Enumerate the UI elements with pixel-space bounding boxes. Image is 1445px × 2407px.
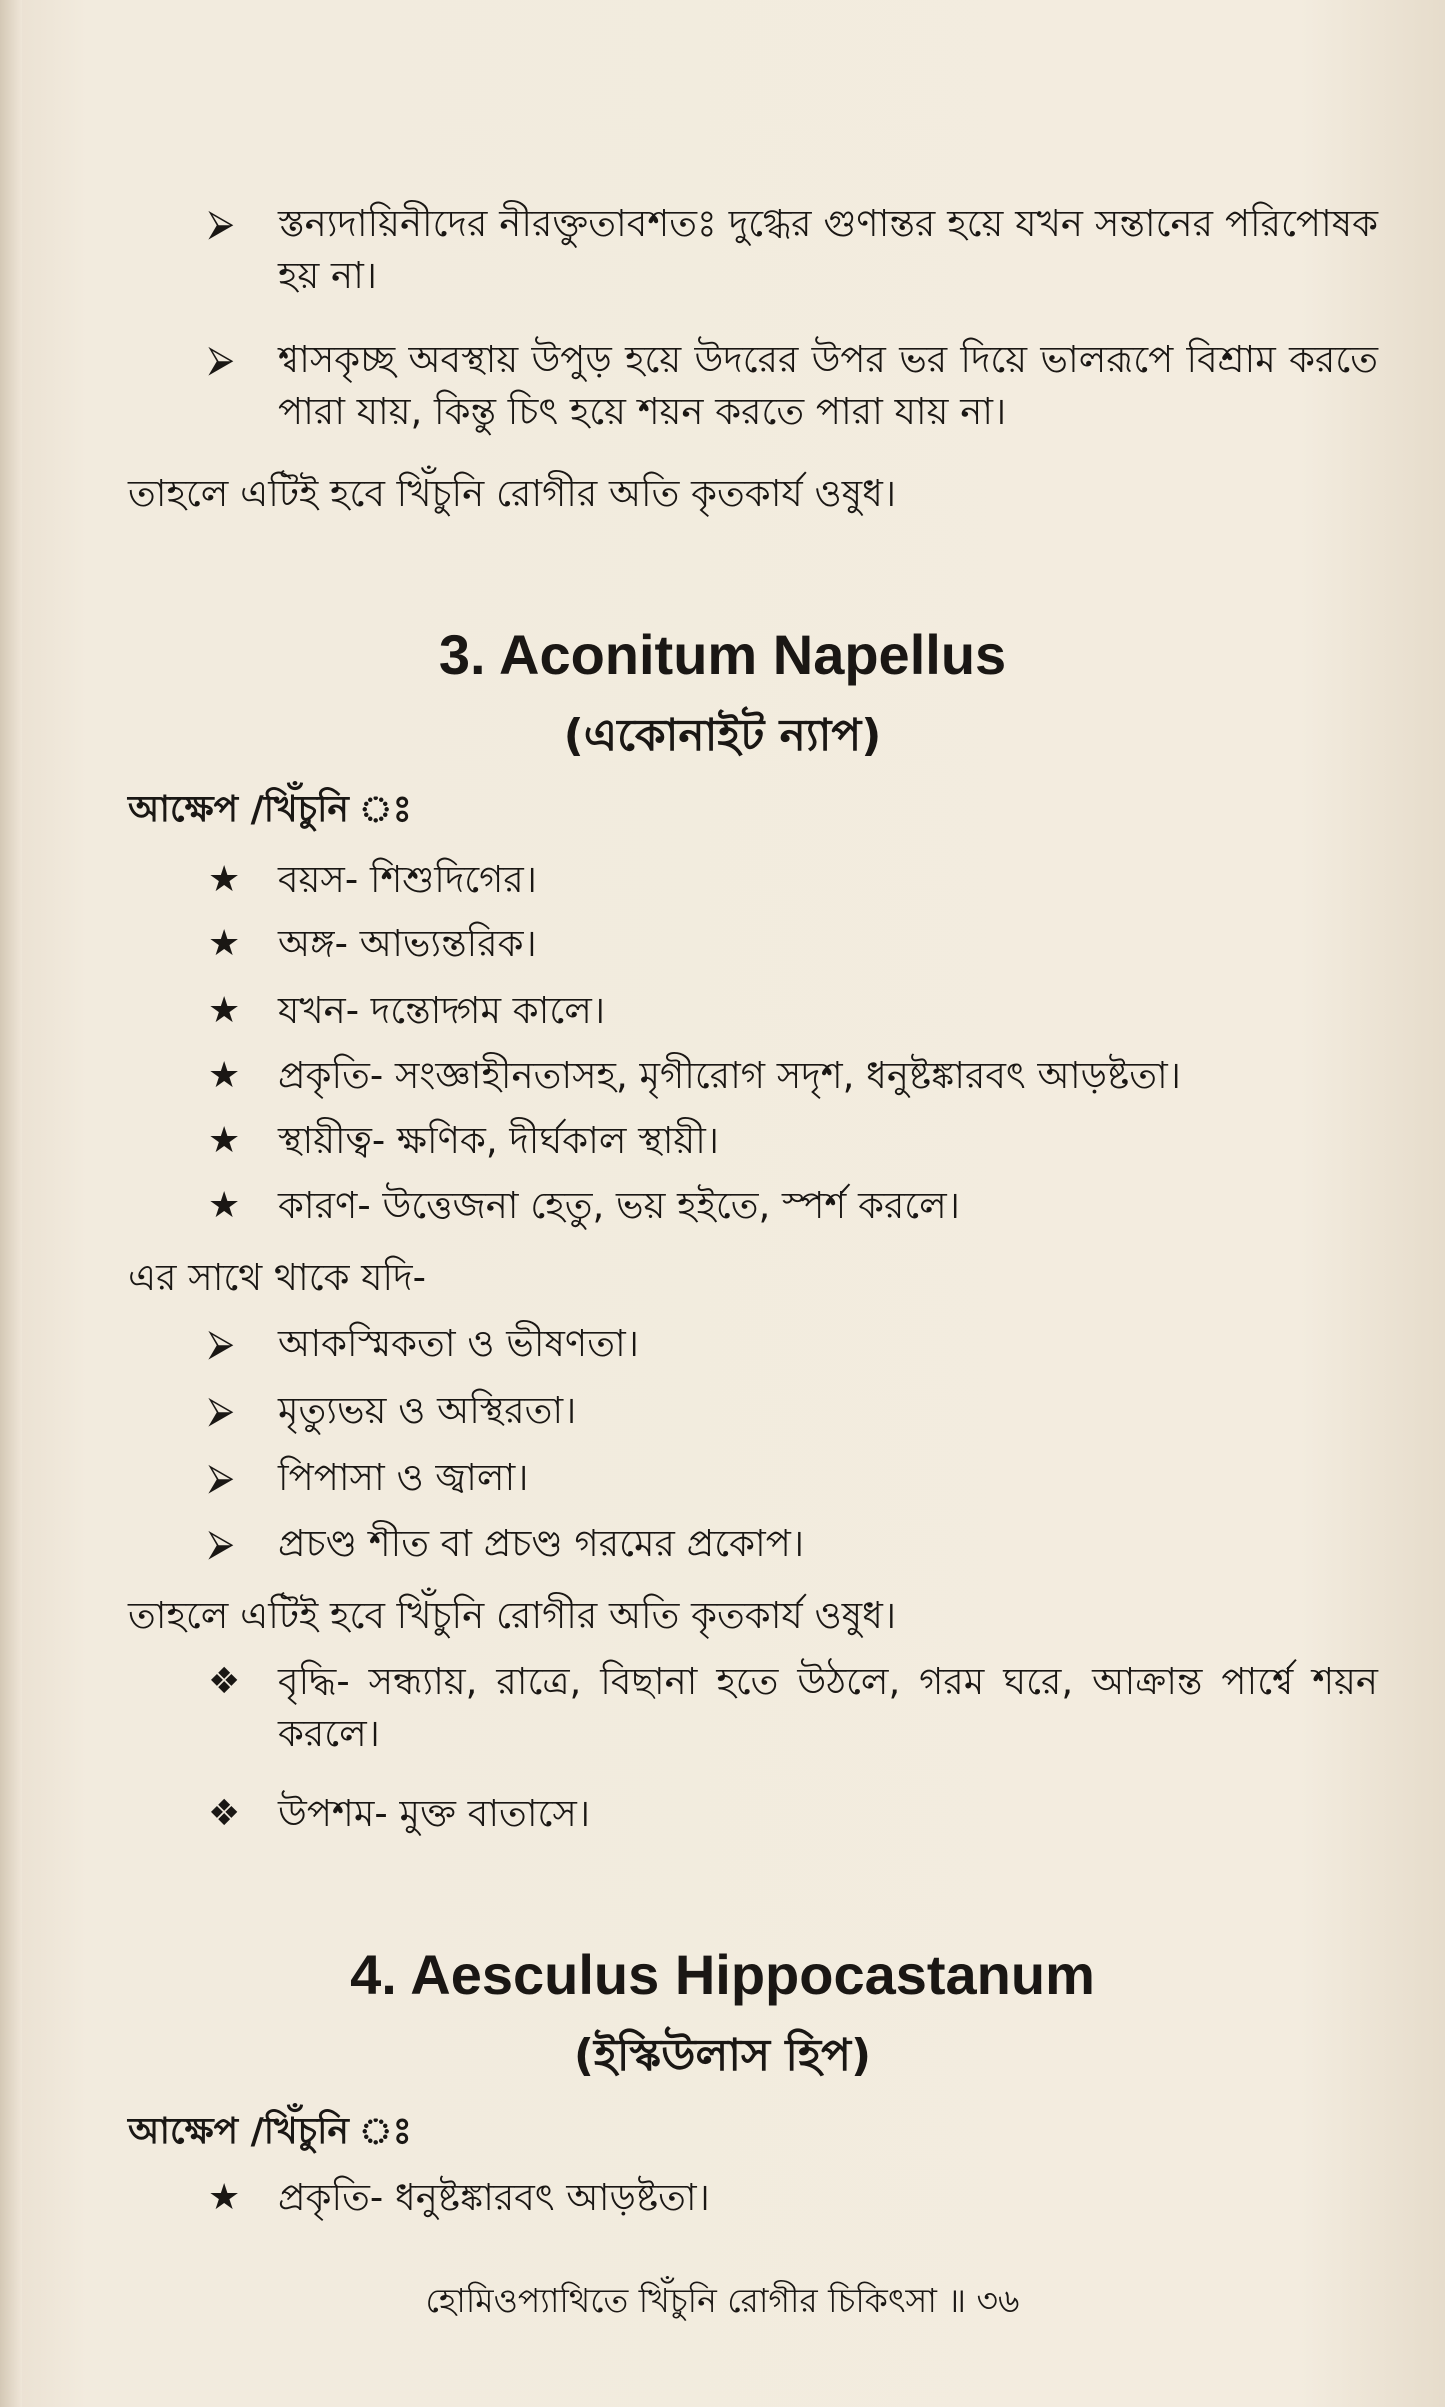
section-subheading: (একোনাইট ন্যাপ) [563,710,882,761]
list-item-text: আকস্মিকতা ও ভীষণতা। [278,1322,639,1365]
arrow-bullet-icon: ⮚ [208,203,234,244]
page-footer: হোমিওপ্যাথিতে খিঁচুনি রোগীর চিকিৎসা ॥ ৩৬ [425,2281,1020,2320]
arrow-bullet-icon: ⮚ [208,1523,234,1564]
list-item [208,1452,1378,1504]
list-item [208,1115,1378,1167]
list-item [208,985,1378,1037]
list-item-text: কারণ- উত্তেজনা হেতু, ভয় হইতে, স্পর্শ করলে। [278,1184,960,1227]
conclusion-text: তাহলে এটিই হবে খিঁচুনি রোগীর অতি কৃতকার্য ওষুধ। [128,1594,897,1637]
arrow-bullet-icon: ⮚ [208,1323,234,1364]
diamond-bullet-icon: ❖ [208,1793,241,1834]
list-item-text: শ্বাসকৃচ্ছ অবস্থায় উপুড় হয়ে উদরের উপর ভর দিয়ে ভালরূপে বিশ্রাম করতে পারা যায়, কিন্তু চিৎ হয়ে শয়ন করতে পারা যায় না। [278,338,1378,433]
list-item [208,198,1378,308]
list-item-text: প্রচণ্ড শীত বা প্রচণ্ড গরমের প্রকোপ। [278,1522,805,1565]
section-subheading: (ইস্কিউলাস হিপ) [573,2030,872,2081]
star-bullet-icon: ★ [208,2177,241,2218]
arrow-bullet-icon: ⮚ [208,1457,234,1498]
list-item-text: প্রকৃতি- সংজ্ঞাহীনতাসহ, মৃগীরোগ সদৃশ, ধনুষ্টঙ্কারবৎ আড়ষ্টতা। [278,1054,1181,1097]
conclusion-text: তাহলে এটিই হবে খিঁচুনি রোগীর অতি কৃতকার্য ওষুধ। [128,472,897,515]
list-item [208,1318,1378,1370]
list-item [208,2172,1378,2224]
list-item [208,854,1378,906]
list-item [208,1050,1378,1102]
list-item [208,1385,1378,1437]
list-item-text: মৃত্যুভয় ও অস্থিরতা। [278,1389,577,1432]
list-item-text: স্তন্যদায়িনীদের নীরক্তুতাবশতঃ দুগ্ধের গুণান্তর হয়ে যখন সন্তানের পরিপোষক হয় না। [278,202,1378,297]
list-item [208,1656,1378,1766]
list-item-text: স্থায়ীত্ব- ক্ষণিক, দীর্ঘকাল স্থায়ী। [278,1119,720,1162]
list-item-text: উপশম- মুক্ত বাতাসে। [278,1792,591,1835]
list-item [208,918,1378,970]
star-bullet-icon: ★ [208,1120,241,1161]
with-label: এর সাথে থাকে যদি- [128,1256,426,1299]
section-heading: 4. Aesculus Hippocastanum [350,1943,1095,2006]
section-label: আক্ষেপ /খিঁচুনি ঃ [128,2111,412,2152]
star-bullet-icon: ★ [208,1055,241,1096]
list-item [208,1518,1378,1570]
star-bullet-icon: ★ [208,990,241,1031]
list-item-text: অঙ্গ- আভ্যন্তরিক। [278,922,537,965]
list-item [208,334,1378,444]
list-item-text: বয়স- শিশুদিগের। [278,858,537,901]
star-bullet-icon: ★ [208,1185,241,1226]
list-item-text: পিপাসা ও জ্বালা। [278,1456,529,1499]
list-item [208,1180,1378,1232]
star-bullet-icon: ★ [208,859,241,900]
section-heading: 3. Aconitum Napellus [438,623,1007,686]
list-item [208,1788,1378,1840]
arrow-bullet-icon: ⮚ [208,339,234,380]
star-bullet-icon: ★ [208,923,241,964]
list-item-text: যখন- দন্তোদ্গম কালে। [278,989,606,1032]
list-item-text: প্রকৃতি- ধনুষ্টঙ্কারবৎ আড়ষ্টতা। [278,2176,710,2219]
arrow-bullet-icon: ⮚ [208,1390,234,1431]
list-item-text: বৃদ্ধি- সন্ধ্যায়, রাত্রে, বিছানা হতে উঠলে, গরম ঘরে, আক্রান্ত পার্শ্বে শয়ন করলে। [278,1660,1378,1755]
section-label: আক্ষেপ /খিঁচুনি ঃ [128,789,412,830]
diamond-bullet-icon: ❖ [208,1661,241,1702]
